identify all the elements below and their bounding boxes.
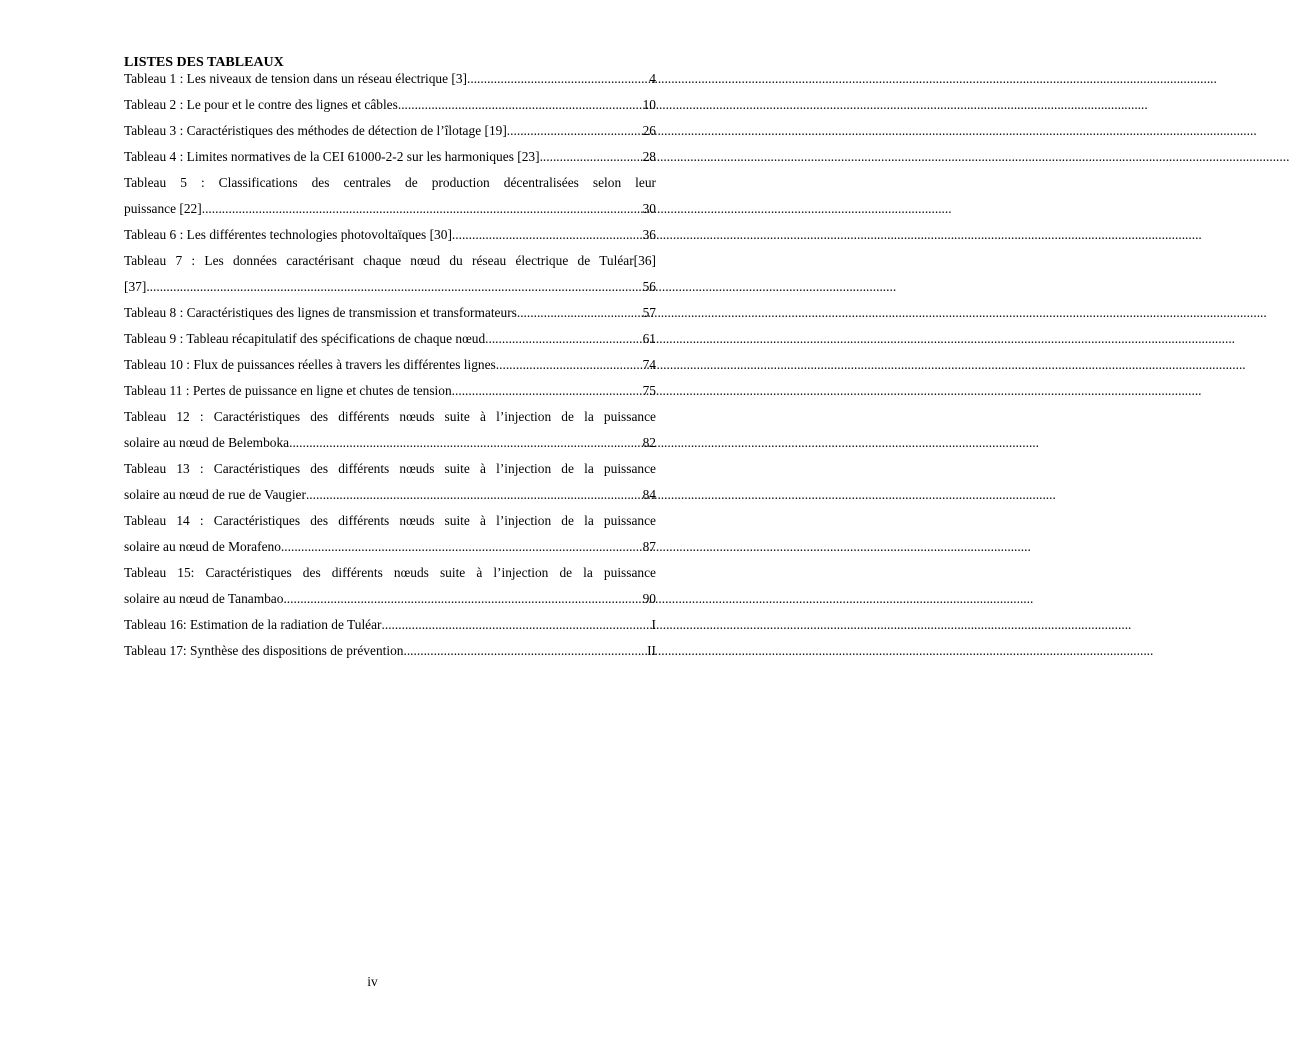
toc-entry-page: 74 (642, 357, 656, 372)
toc-entry-page: II (647, 643, 656, 658)
dot-leader (289, 430, 642, 456)
toc-entry-title: Tableau 2 : Le pour et le contre des lignes et câbles (124, 97, 398, 112)
toc-entry-title: Tableau 9 : Tableau récapitulatif des spécifications de chaque nœud (124, 331, 486, 346)
toc-entry-title: solaire au nœud de Tanambao (124, 591, 284, 606)
toc-entry-title-line1: Tableau 15: Caractéristiques des différents nœuds suite à l’injection de la puissance (124, 565, 656, 580)
toc-entry-line (124, 612, 656, 638)
toc-entry-title-line1: Tableau 5 : Classifications des centrales de production décentralisées selon leur (124, 175, 656, 190)
toc-entry[interactable] (124, 352, 656, 378)
dot-leader (281, 534, 642, 560)
dot-leader (283, 586, 641, 612)
toc-entry-title: Tableau 1 : Les niveaux de tension dans un réseau électrique [3] (124, 71, 467, 86)
toc-entry[interactable] (124, 222, 656, 248)
toc-entry[interactable] (124, 508, 656, 560)
toc-entry-line (124, 196, 656, 222)
toc-entry-title: [37] (124, 279, 147, 294)
toc-entry[interactable] (124, 71, 656, 87)
toc-entry-line (124, 222, 656, 248)
toc-entry-line (124, 378, 656, 404)
dot-leader (496, 352, 642, 378)
toc-entry[interactable] (124, 300, 656, 326)
toc-entry-page: 28 (642, 149, 656, 164)
toc-entry-title: Tableau 3 : Caractéristiques des méthodes de détection de l’îlotage [19] (124, 123, 507, 138)
toc-entry-page: 61 (642, 331, 656, 346)
toc-entry-page: 57 (642, 305, 656, 320)
toc-entry-line (124, 118, 656, 144)
dot-leader (452, 378, 642, 404)
toc-entry-line (124, 71, 656, 87)
toc-entry-title: Tableau 16: Estimation de la radiation de Tuléar (124, 617, 382, 632)
toc-entry-title: Tableau 11 : Pertes de puissance en ligne et chutes de tension (124, 383, 452, 398)
toc-entry-title-line1: Tableau 7 : Les données caractérisant chaque nœud du réseau électrique de Tuléar[36] (124, 253, 656, 268)
dot-leader (306, 482, 642, 508)
toc-entry-page: 10 (642, 97, 656, 112)
toc-entry[interactable] (124, 118, 656, 144)
toc-entry[interactable] (124, 560, 656, 612)
toc-entry-page: 4 (649, 71, 656, 86)
toc-entry-page: 56 (642, 279, 656, 294)
toc-entry[interactable] (124, 326, 656, 352)
toc-entry-page: 87 (642, 539, 656, 554)
dot-leader (467, 71, 648, 87)
dot-leader (507, 118, 642, 144)
toc-entry-page: I (651, 617, 656, 632)
toc-entry-title: Tableau 17: Synthèse des dispositions de prévention (124, 643, 404, 658)
toc-entry[interactable] (124, 92, 656, 118)
toc-entry-title: solaire au nœud de Morafeno (124, 539, 281, 554)
toc-entry-line (124, 352, 656, 378)
list-of-tables (124, 71, 656, 664)
dot-leader (398, 92, 642, 118)
toc-entry-title: Tableau 10 : Flux de puissances réelles à travers les différentes lignes (124, 357, 496, 372)
toc-entry-page: 75 (642, 383, 656, 398)
toc-entry-title-line1: Tableau 12 : Caractéristiques des différents nœuds suite à l’injection de la puissance (124, 409, 656, 424)
toc-entry-line (124, 300, 656, 326)
toc-entry-line (124, 534, 656, 560)
toc-entry-page: 36 (642, 227, 656, 242)
dot-leader (452, 222, 642, 248)
toc-entry-title: Tableau 6 : Les différentes technologies photovoltaïques [30] (124, 227, 452, 242)
toc-entry-line (124, 274, 656, 300)
toc-entry-line (124, 326, 656, 352)
toc-entry-page: 26 (642, 123, 656, 138)
toc-entry-line (124, 638, 656, 664)
toc-entry[interactable] (124, 404, 656, 456)
dot-leader (202, 196, 642, 222)
toc-entry-title: Tableau 4 : Limites normatives de la CEI 61000-2-2 sur les harmoniques [23] (124, 149, 540, 164)
dot-leader (146, 274, 641, 300)
toc-entry[interactable] (124, 638, 656, 664)
toc-entry-title-line1: Tableau 13 : Caractéristiques des différents nœuds suite à l’injection de la puissance (124, 461, 656, 476)
toc-entry[interactable] (124, 612, 656, 638)
toc-entry-title: Tableau 8 : Caractéristiques des lignes de transmission et transformateurs (124, 305, 517, 320)
toc-entry-title: solaire au nœud de rue de Vaugier (124, 487, 306, 502)
toc-entry[interactable] (124, 170, 656, 222)
list-of-tables-heading: LISTES DES TABLEAUX (124, 55, 284, 70)
dot-leader (517, 300, 642, 326)
toc-entry[interactable] (124, 144, 656, 170)
toc-entry-page: 84 (642, 487, 656, 502)
dot-leader (382, 612, 651, 638)
toc-entry[interactable] (124, 378, 656, 404)
toc-entry-line (124, 144, 656, 170)
toc-entry-line (124, 482, 656, 508)
toc-entry-title-line1: Tableau 14 : Caractéristiques des différents nœuds suite à l’injection de la puissance (124, 513, 656, 528)
page-number: iv (367, 974, 378, 989)
toc-entry-page: 82 (642, 435, 656, 450)
toc-entry-page: 90 (642, 591, 656, 606)
toc-entry-title: solaire au nœud de Belemboka (124, 435, 290, 450)
dot-leader (485, 326, 641, 352)
toc-entry-page: 30 (642, 201, 656, 216)
document-page (124, 55, 656, 664)
dot-leader (540, 144, 642, 170)
toc-entry-title: puissance [22] (124, 201, 202, 216)
dot-leader (403, 638, 646, 664)
toc-entry[interactable] (124, 456, 656, 508)
toc-entry-line (124, 92, 656, 118)
toc-entry-line (124, 430, 656, 456)
toc-entry-line (124, 586, 656, 612)
toc-entry[interactable] (124, 248, 656, 300)
